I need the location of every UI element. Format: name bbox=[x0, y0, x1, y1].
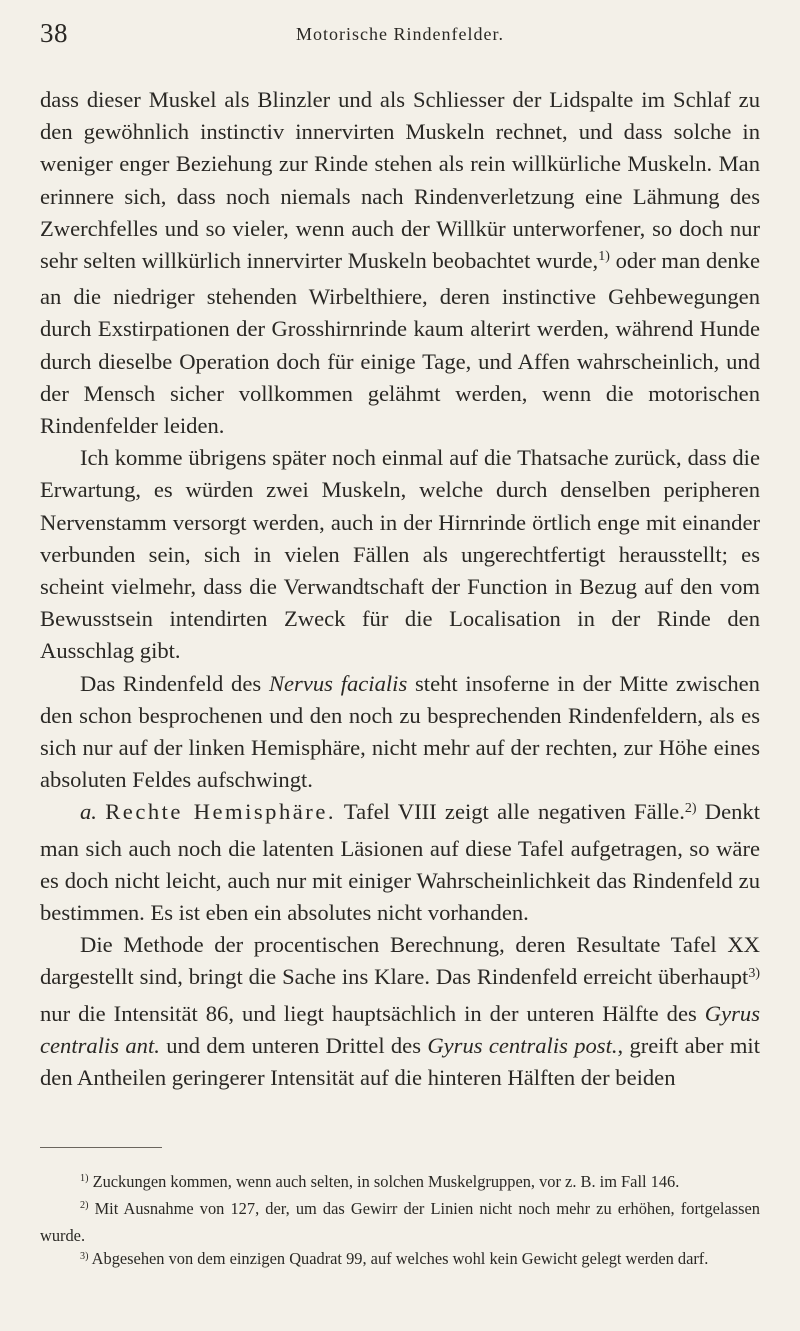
footnote-ref-1: 1) bbox=[598, 249, 610, 265]
footnote-2: $^{2)}$ Mit Ausnahme von 127, der, um das Gewirr der Linien nicht noch mehr zu erhöhen, fortgelassen wurde. bbox=[40, 1198, 760, 1245]
page-number: 38 bbox=[40, 18, 68, 48]
footnote-3: $^{3)}$ Abgesehen von dem einzigen Quadrat 99, auf welches wohl kein Gewicht gelegt werden darf. bbox=[80, 1249, 709, 1269]
term-nervus-facialis: Nervus facialis bbox=[268, 670, 408, 696]
term-gyrus-centralis-post: Gyrus centralis post. bbox=[427, 1032, 618, 1058]
footnote-1: $^{1)}$ Zuckungen kommen, wenn auch selten, in solchen Muskelgruppen, vor z. B. im Fall 146. bbox=[80, 1172, 680, 1191]
footnote-ref-2: 2) bbox=[684, 800, 697, 816]
paragraph-5: Die Methode der procentischen Berechnung, deren Resultate Tafel XX dargestellt sind, bringt die Sache ins Klare. Das Rindenfeld erreicht überhaupt$^{3)}$ nur die Intensität 86, und liegt hauptsächlich in der unteren Hälfte des Gyrus centralis ant. und dem unteren Drittel des Gyrus centralis post., greift aber mit den Antheilen geringerer Intensität auf die hinteren Hälften der beiden bbox=[40, 932, 760, 1091]
page-header bbox=[0, 18, 800, 48]
section-label: a. bbox=[80, 799, 97, 825]
section-heading: Rechte Hemisphäre. bbox=[105, 799, 337, 825]
paragraph-2: Ich komme übrigens später noch einmal auf die Thatsache zurück, dass die Erwartung, es würden zwei Muskeln, welche durch denselben peripheren Nervenstamm versorgt werden, auch in der Hirnrinde örtlich enge mit einander verbunden sein, sich in vielen Fällen als ungerechtfertigt herausstellt; es scheint vielmehr, dass die Verwandtschaft der Function in Bezug auf den vom Bewusstsein intendirten Zweck für die Localisation in der Rinde den Ausschlag gibt. bbox=[40, 445, 760, 664]
term-gyrus-centralis-ant: Gyrus centralis ant. bbox=[40, 1000, 760, 1058]
paragraph-1: dass dieser Muskel als Blinzler und als Schliesser der Lidspalte im Schlaf zu den gewöhnlich instinctiv innervirten Muskeln rechnet, und dass solche in weniger enger Beziehung zur Rinde stehen als rein willkürliche Muskeln. Man erinnere sich, dass noch niemals nach Rindenverletzung eine Lähmung des Zwerchfelles und so vieler, wenn auch der Willkür unterworfener, so doch nur sehr selten willkürlich innervirter Muskeln beobachtet wurde,$^{1)}$ oder man denke an die niedriger stehenden Wirbelthiere, deren instinctive Gehbewegungen durch Exstirpationen der Grosshirnrinde kaum alterirt werden, während Hunde durch dieselbe Operation doch für einige Tage, und Affen wahrscheinlich, und der Mensch sicher vollkommen gelähmt werden, wenn die motorischen Rindenfelder leiden. bbox=[40, 87, 760, 439]
running-title: Motorische Rindenfelder. bbox=[296, 24, 504, 44]
paragraph-4: a. Rechte Hemisphäre. Tafel VIII zeigt alle negativen Fälle.$^{2)}$ Denkt man sich auch noch die latenten Läsionen auf diese Tafel aufgetragen, so wäre es doch nicht leicht, auch nur mit einiger Wahrscheinlichkeit das Rindenfeld zu bestimmen. Es ist eben ein absolutes nicht vorhanden. bbox=[40, 799, 760, 926]
footnote-divider bbox=[40, 1147, 162, 1148]
footnotes bbox=[40, 1170, 760, 1274]
footnote-ref-3: 3) bbox=[748, 965, 760, 981]
paragraph-3: Das Rindenfeld des Nervus facialis steht insoferne in der Mitte zwischen den schon besprochenen und den noch zu besprechenden Rindenfeldern, als es sich nur auf der linken Hemisphäre, nicht mehr auf der rechten, zur Höhe eines absoluten Feldes aufschwingt. bbox=[40, 670, 760, 793]
body-text bbox=[40, 84, 760, 1094]
